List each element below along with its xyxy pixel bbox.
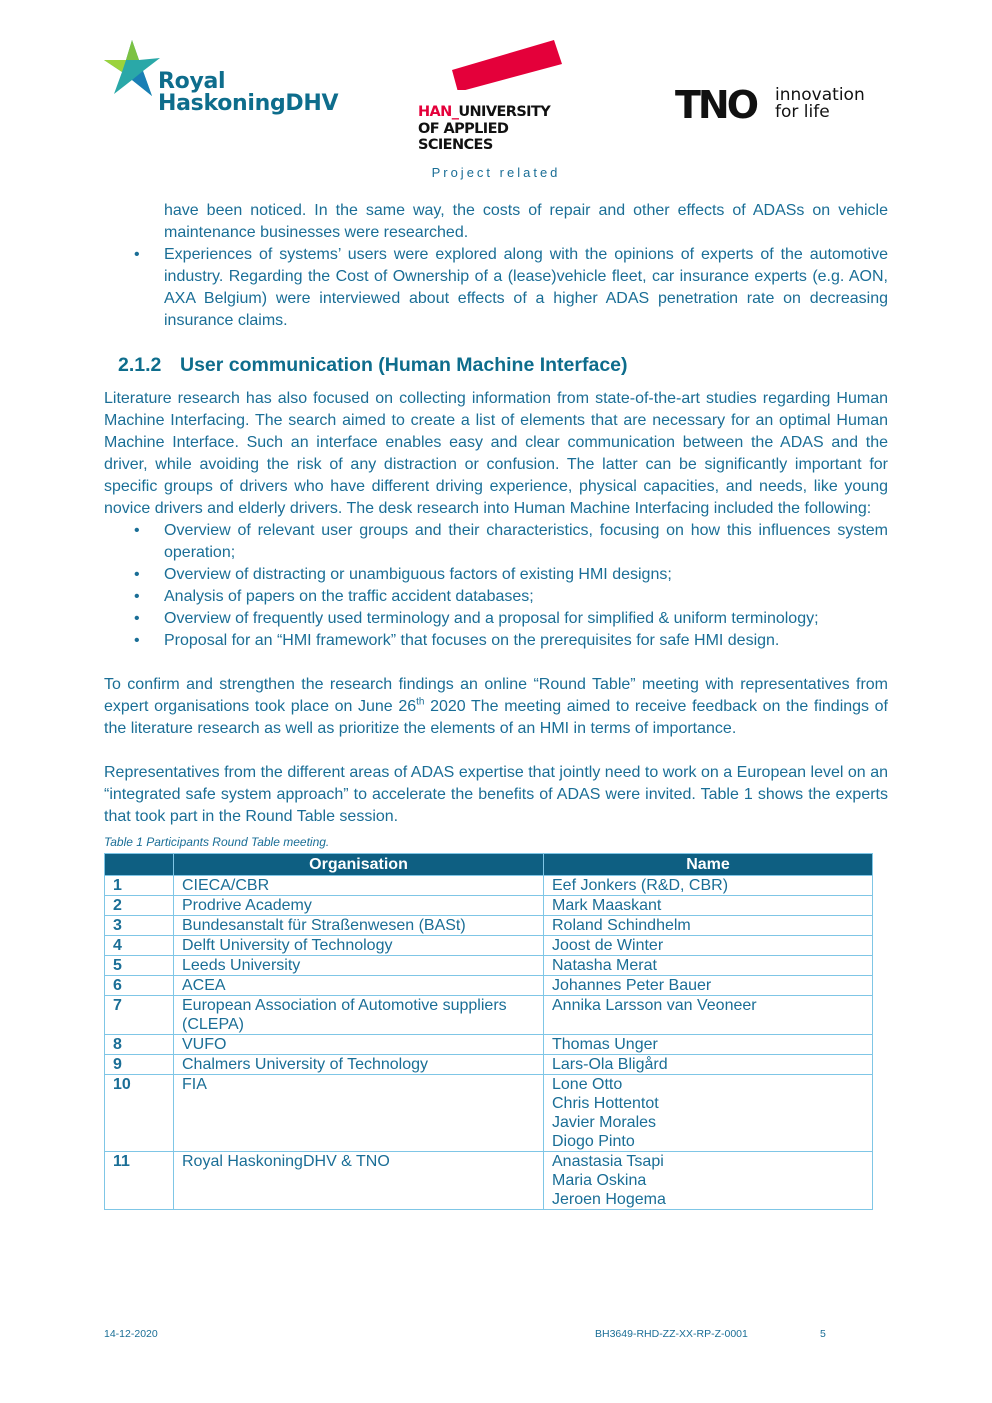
participant-name: Javier Morales [552,1114,657,1131]
table-caption: Table 1 Participants Round Table meeting. [104,835,330,849]
table-row [105,956,873,976]
table-row [105,976,873,996]
name-cell [544,896,873,916]
table-row [105,896,873,916]
list-item: • Overview of relevant user groups and their characteristics, focusing on how this influences system operation; [104,520,888,564]
row-number: 11 [105,1152,174,1210]
column-header-name: Name [544,854,873,876]
footer-page-number: 5 [820,1328,826,1340]
name-cell [544,876,873,896]
organisation-cell: Royal HaskoningDHV & TNO [174,1152,544,1210]
row-number: 9 [105,1055,174,1075]
participant-name: Eef Jonkers (R&D, CBR) [552,877,729,894]
han-red-bar-icon [452,40,562,90]
participant-name: Maria Oskina [552,1172,647,1189]
row-number: 3 [105,916,174,936]
continued-paragraph: have been noticed. In the same way, the costs of repair and other effects of ADASs on vehicle maintenance businesses were researched. [164,202,888,241]
organisation-cell: Delft University of Technology [174,936,544,956]
column-header-organisation: Organisation [174,854,544,876]
han-university-logo [418,40,578,153]
participant-name: Jeroen Hogema [552,1191,666,1208]
row-number: 5 [105,956,174,976]
participant-name: Roland Schindhelm [552,917,691,934]
list-item: • Proposal for an “HMI framework” that focuses on the prerequisites for safe HMI design. [104,630,888,652]
tno-wordmark: TNO [675,83,757,127]
row-number: 8 [105,1035,174,1055]
row-number: 7 [105,996,174,1035]
royal-haskoningdhv-logo [102,38,342,128]
name-cell [544,916,873,936]
row-number: 4 [105,936,174,956]
name-cell [544,996,873,1035]
name-cell [544,1035,873,1055]
paragraph-representatives: Representatives from the different areas of ADAS expertise that jointly need to work on a European level on an “integrated safe system approach” to accelerate the benefits of ADAS were invited. Table 1 shows the experts that took part in the Round Table session. [104,764,888,825]
paragraph-hmi-research: Literature research has also focused on collecting information from state-of-the-art studies regarding Human Machine Interfacing. The search aimed to create a list of elements that are necessary for an optimal Human Machine Interface. Such an interface enables easy and clear communication between the ADAS and the driver, while avoiding the risk of any distraction or confusion. The latter can be significantly important for specific groups of drivers who have different driving experience, physical capacities, and needs, like young novice drivers and elderly drivers. The desk research into Human Machine Interfacing included the following: [104,390,888,517]
row-number: 10 [105,1075,174,1152]
table-row [105,1055,873,1075]
name-cell [544,1055,873,1075]
organisation-cell: Chalmers University of Technology [174,1055,544,1075]
tno-logo [675,83,885,127]
table-row [105,1075,873,1152]
list-item: • Analysis of papers on the traffic accident databases; [104,586,888,608]
intro-bullet-list [104,244,888,332]
column-header-number [105,854,174,876]
list-item: • Overview of frequently used terminology and a proposal for simplified & uniform terminology; [104,608,888,630]
organisation-cell: ACEA [174,976,544,996]
table-row [105,936,873,956]
organisation-cell: Leeds University [174,956,544,976]
participant-name: Johannes Peter Bauer [552,977,712,994]
paragraph-round-table: To confirm and strengthen the research findings an online “Round Table” meeting with representatives from expert organisations took place on June 26th 2020 The meeting aimed to receive feedback on the findings of the literature research as well as prioritize the elements of an HMI in terms of importance. [104,676,889,737]
organisation-cell: FIA [174,1075,544,1152]
table-row [105,996,873,1035]
table-header-row [105,854,873,876]
organisation-cell: Prodrive Academy [174,896,544,916]
row-number: 6 [105,976,174,996]
participant-name: Lars-Ola Bligård [552,1056,668,1073]
rhdhv-star-icon [102,38,162,100]
table-row [105,916,873,936]
name-cell [544,936,873,956]
organisation-cell: VUFO [174,1035,544,1055]
participants-table [104,853,873,1210]
rhdhv-wordmark: Royal HaskoningDHV [158,69,339,116]
participant-name: Thomas Unger [552,1036,658,1053]
participant-name: Mark Maaskant [552,897,662,914]
name-cell [544,1152,873,1210]
organisation-cell: CIECA/CBR [174,876,544,896]
organisation-cell: European Association of Automotive suppliers (CLEPA) [174,996,544,1035]
page-content [104,200,888,1210]
table-row [105,1035,873,1055]
footer-date: 14-12-2020 [104,1328,158,1340]
participant-name: Lone Otto [552,1076,623,1093]
participant-name: Anastasia Tsapi [552,1153,664,1170]
section-heading: 2.1.2 User communication (Human Machine Interface) [118,354,628,376]
participant-name: Chris Hottentot [552,1095,659,1112]
table-row [105,876,873,896]
han-wordmark-line1: HAN_UNIVERSITY [418,104,551,120]
list-item: • Overview of distracting or unambiguous factors of existing HMI designs; [104,564,888,586]
participant-name: Natasha Merat [552,957,657,974]
name-cell [544,956,873,976]
participant-name: Annika Larsson van Veoneer [552,997,757,1014]
row-number: 2 [105,896,174,916]
hmi-bullet-list [104,520,888,652]
footer-document-id: BH3649-RHD-ZZ-XX-RP-Z-0001 [595,1328,748,1340]
organisation-cell: Bundesanstalt für Straßenwesen (BASt) [174,916,544,936]
name-cell [544,976,873,996]
classification-label: Project related [431,165,561,180]
list-item: • Experiences of systems’ users were explored along with the opinions of experts of the automotive industry. Regarding the Cost of Ownership of a (lease)vehicle fleet, car insurance experts (e.g. AON, AXA Belgium) were interviewed about effects of a higher ADAS penetration rate on decreasing insurance claims. [104,244,888,332]
row-number: 1 [105,876,174,896]
participant-name: Diogo Pinto [552,1133,635,1150]
tno-tagline: innovation for life [775,85,865,122]
table-row [105,1152,873,1210]
han-wordmark-line2: OF APPLIED SCIENCES [418,121,509,153]
participant-name: Joost de Winter [552,937,664,954]
name-cell [544,1075,873,1152]
